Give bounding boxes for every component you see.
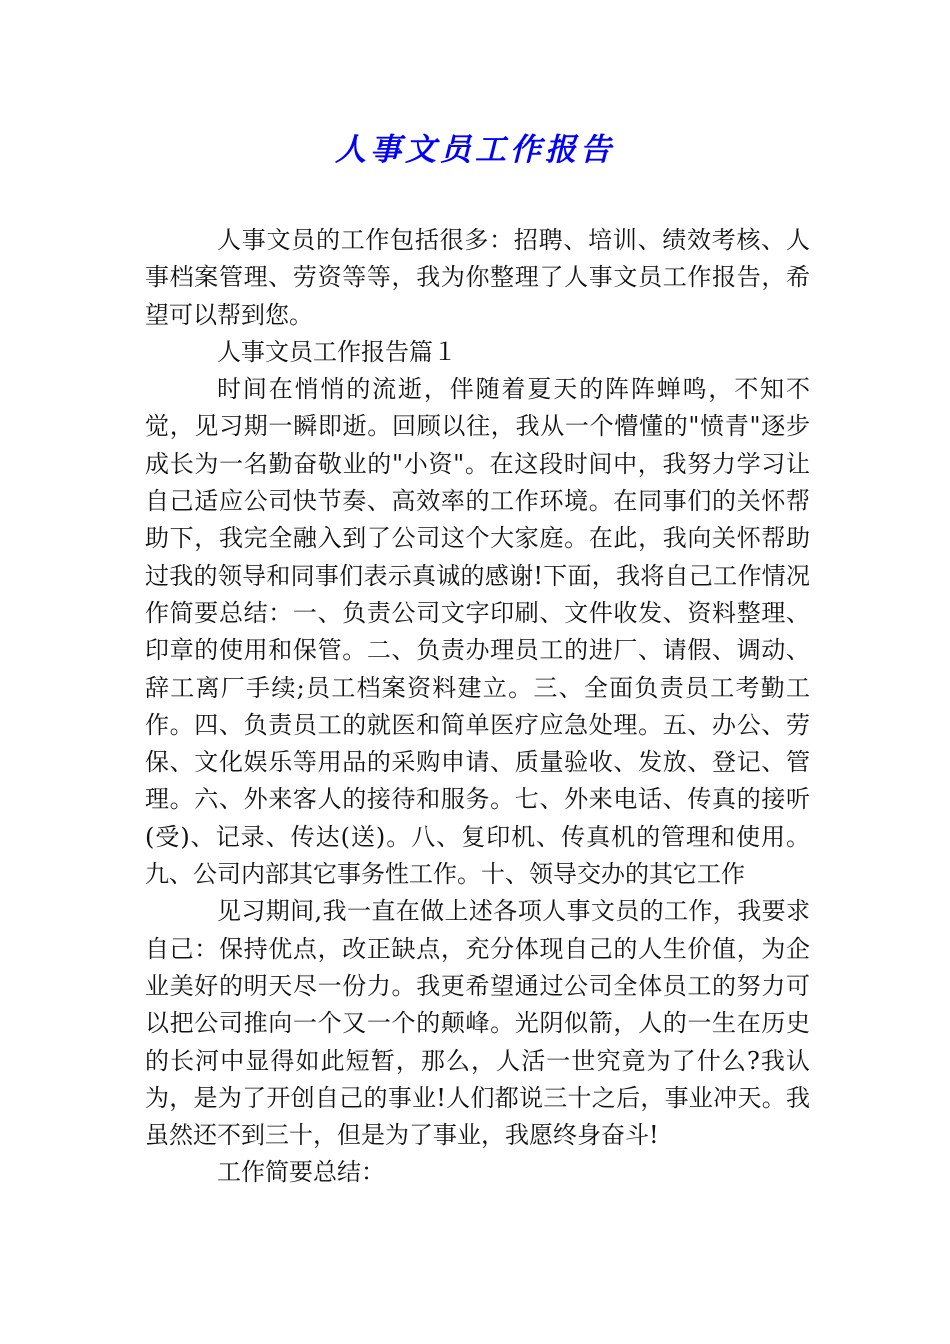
body-paragraph: 见习期间,我一直在做上述各项人事文员的工作，我要求自己：保持优点，改正缺点，充分体现自己的人生价值，为企业美好的明天尽一份力。我更希望通过公司全体员工的努力可以把公司推向一个又一个的颠峰。光阴似箭，人的一生在历史的长河中显得如此短暂，那么，人活一世究竟为了什么?我认为，是为了开创自己的事业!人们都说三十之后，事业冲天。我虽然还不到三十，但是为了事业，我愿终身奋斗! [145, 897, 810, 1150]
document-title: 人事文员工作报告 [335, 132, 615, 168]
intro-paragraph: 人事文员的工作包括很多：招聘、培训、绩效考核、人事档案管理、劳资等等，我为你整理了人事文员工作报告，希望可以帮到您。 [145, 226, 810, 329]
document-body [145, 222, 810, 1192]
summary-heading: 工作简要总结： [217, 1158, 385, 1187]
section-heading: 人事文员工作报告篇１ [217, 337, 457, 366]
body-paragraph: 时间在悄悄的流逝，伴随着夏天的阵阵蝉鸣，不知不觉，见习期一瞬即逝。回顾以往，我从一个懵懂的"愤青"逐步成长为一名勤奋敬业的"小资"。在这段时间中，我努力学习让自己适应公司快节奏、高效率的工作环境。在同事们的关怀帮助下，我完全融入到了公司这个大家庭。在此，我向关怀帮助过我的领导和同事们表示真诚的感谢!下面，我将自己工作情况作简要总结：一、负责公司文字印刷、文件收发、资料整理、印章的使用和保管。二、负责办理员工的进厂、请假、调动、辞工离厂手续;员工档案资料建立。三、全面负责员工考勤工作。四、负责员工的就医和简单医疗应急处理。五、办公、劳保、文化娱乐等用品的采购申请、质量验收、发放、登记、管理。六、外来客人的接待和服务。七、外来电话、传真的接听(受)、记录、传达(送)。八、复印机、传真机的管理和使用。九、公司内部其它事务性工作。十、领导交办的其它工作 [145, 375, 810, 889]
